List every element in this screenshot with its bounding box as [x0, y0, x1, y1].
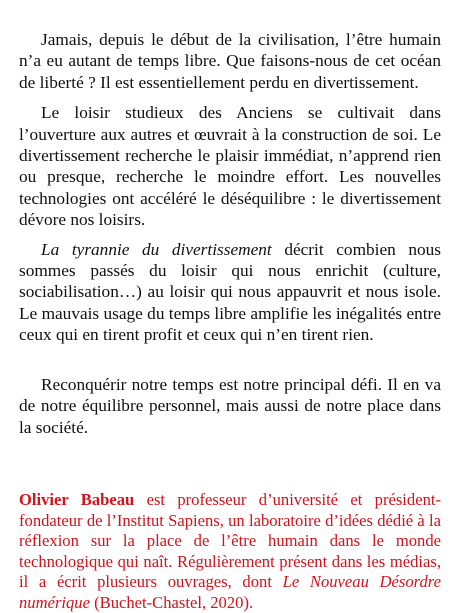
paragraph-leisure: Le loisir studieux des Anciens se cultivait dans l’ouverture aux autres et œuvrait à la construction de soi. Le divertissement recherche le plaisir immédiat, n’apprend rien ou presque, recherche le moindre effort. Les nouvelles technologies ont accéléré le déséquilibre : le divertissement dévore nos loisirs.	[19, 103, 441, 230]
previous-book-title: Le Nouveau Désordre numérique	[19, 572, 441, 612]
paragraph-book-summary	[19, 239, 441, 346]
back-cover-text	[19, 29, 441, 613]
previous-book-info: (Buchet-Chastel, 2020).	[89, 592, 254, 612]
paragraph-intro: Jamais, depuis le début de la civilisation, l’être humain n’a eu autant de temps libre. Que faisons-nous de cet océan de liberté ? Il est essentiellement perdu en divertissement.	[19, 30, 441, 92]
author-name: Olivier Babeau	[19, 489, 135, 509]
author-bio	[19, 490, 441, 613]
author-bio-text: est professeur d’université et président-fondateur de l’Institut Sapiens, un laboratoire d’idées dédié à la réflexion sur la place de l’être humain dans le monde technologique qui naît. Régulièrement présent dans les médias, il a écrit plusieurs ouvrages, dont	[19, 489, 442, 592]
book-summary-text: décrit combien nous sommes passés du loisir qui nous enrichit (culture, sociabilisation…) au loisir qui nous appauvrit et nous isole. Le mauvais usage du temps libre amplifie les inégalités entre ceux qui en tirent profit et ceux qui n’en tirent rien.	[19, 239, 441, 345]
paragraph-conclusion: Reconquérir notre temps est notre principal défi. Il en va de notre équilibre personnel, mais aussi de notre place dans la société.	[19, 374, 441, 437]
book-title: La tyrannie du divertissement	[41, 239, 272, 259]
